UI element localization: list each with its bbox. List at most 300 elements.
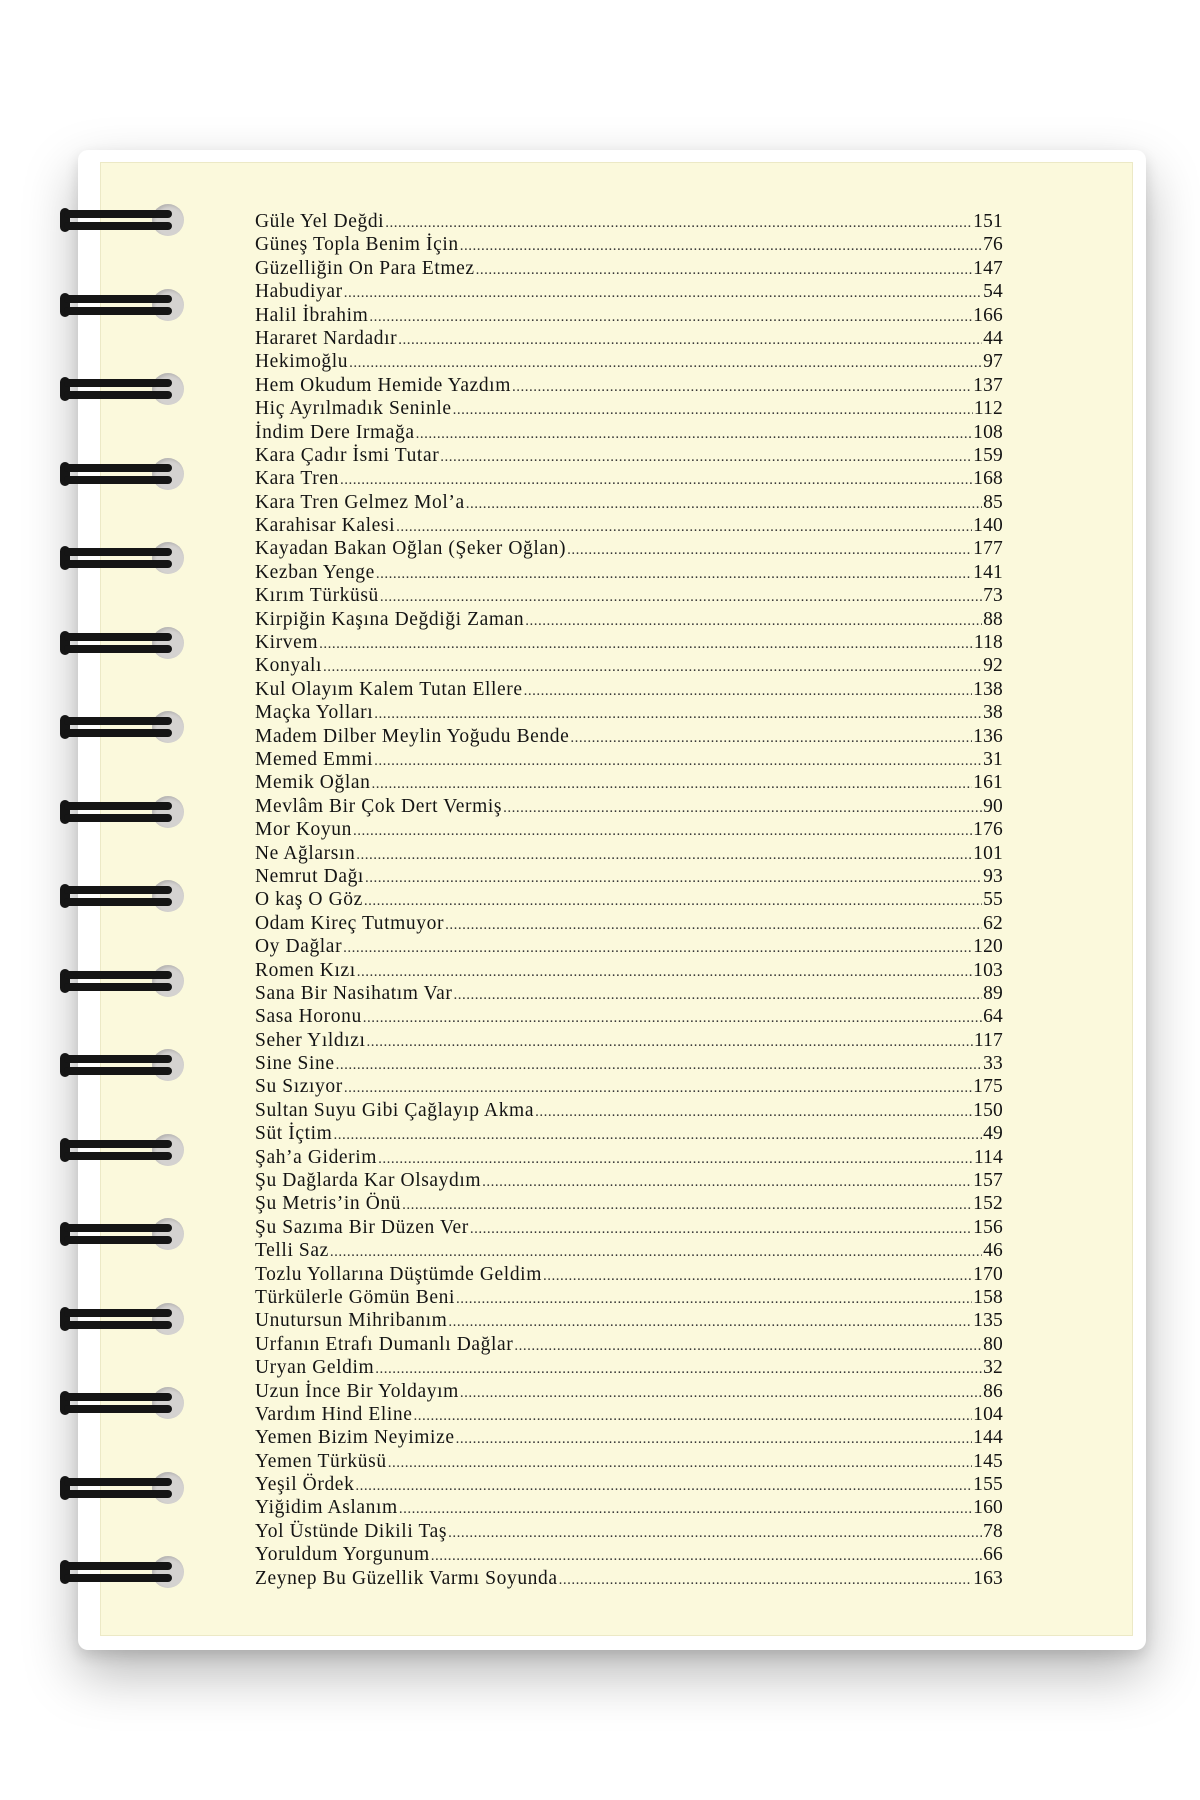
toc-entry-page: 78 (983, 1520, 1003, 1542)
toc-entry (255, 514, 1003, 537)
toc-dot-leader (378, 1148, 973, 1171)
toc-entry (255, 701, 1003, 724)
toc-entry-title: Yoruldum Yorgunum (255, 1544, 430, 1566)
wire-loop (64, 464, 172, 472)
toc-entry-title: Şu Sazıma Bir Düzen Ver (255, 1216, 469, 1238)
toc-dot-leader (374, 750, 982, 773)
toc-entry-title: Hekimoğlu (255, 351, 349, 373)
toc-entry-title: Sine Sine (255, 1053, 335, 1075)
spiral-ring (60, 623, 190, 663)
toc-entry-page: 31 (983, 748, 1003, 770)
spiral-ring (60, 454, 190, 494)
toc-dot-leader (323, 656, 982, 679)
toc-entry-title: Güzelliğin On Para Etmez (255, 257, 475, 279)
toc-entry-page: 97 (983, 351, 1003, 373)
toc-entry-page: 120 (973, 936, 1003, 958)
toc-entry-title: Kırım Türküsü (255, 585, 379, 607)
toc-dot-leader (454, 984, 983, 1007)
toc-entry (255, 912, 1003, 935)
spiral-ring (60, 369, 190, 409)
wire-loop (64, 898, 172, 906)
toc-entry-title: Seher Yıldızı (255, 1029, 366, 1051)
toc-entry-page: 161 (973, 772, 1003, 794)
toc-dot-leader (543, 1265, 972, 1288)
punch-hole (152, 204, 184, 236)
toc-entry (255, 888, 1003, 911)
spiral-ring (60, 1130, 190, 1170)
toc-entry (255, 1426, 1003, 1449)
wire-loop (64, 971, 172, 979)
spiral-ring (60, 538, 190, 578)
toc-entry (255, 1239, 1003, 1262)
toc-entry-title: Oy Dağlar (255, 936, 343, 958)
toc-entry-title: Hiç Ayrılmadık Seninle (255, 398, 452, 420)
toc-dot-leader (367, 1031, 973, 1054)
punch-hole (152, 1472, 184, 1504)
toc-dot-leader (344, 1077, 972, 1100)
toc-entry (255, 374, 1003, 397)
toc-entry-title: Hararet Nardadır (255, 327, 398, 349)
toc-dot-leader (559, 1569, 973, 1592)
toc-dot-leader (364, 890, 982, 913)
toc-dot-leader (369, 306, 972, 329)
toc-entry-page: 150 (973, 1099, 1003, 1121)
toc-entry (255, 280, 1003, 303)
toc-dot-leader (398, 329, 982, 352)
wire-loop (64, 1309, 172, 1317)
wire-loop (64, 1152, 172, 1160)
toc-entry-title: Türkülerle Gömün Beni (255, 1286, 455, 1308)
spiral-ring (60, 200, 190, 240)
toc-entry (255, 421, 1003, 444)
toc-entry-page: 38 (983, 702, 1003, 724)
toc-entry (255, 537, 1003, 560)
toc-dot-leader (363, 1007, 982, 1030)
wire-loop (64, 295, 172, 303)
toc-entry-page: 117 (973, 1029, 1003, 1051)
toc-dot-leader (399, 1498, 972, 1521)
wire-loop (64, 1490, 172, 1498)
wire-loop (64, 548, 172, 556)
toc-dot-leader (330, 1241, 982, 1264)
toc-entry (255, 561, 1003, 584)
spiral-binding (60, 200, 190, 1600)
toc-entry-title: Kara Tren (255, 468, 339, 490)
punch-hole (152, 796, 184, 828)
toc-entry-title: Karahisar Kalesi (255, 515, 396, 537)
toc-entry-page: 89 (983, 982, 1003, 1004)
wire-loop (64, 1393, 172, 1401)
toc-dot-leader (340, 469, 972, 492)
toc-entry (255, 795, 1003, 818)
spiral-ring (60, 876, 190, 916)
toc-dot-leader (336, 1054, 982, 1077)
toc-entry-page: 103 (973, 959, 1003, 981)
toc-entry (255, 1356, 1003, 1379)
toc-dot-leader (570, 727, 972, 750)
toc-entry-page: 141 (973, 561, 1003, 583)
wire-loop (64, 1055, 172, 1063)
wire-loop (64, 560, 172, 568)
toc-entry (255, 654, 1003, 677)
wire-loop (64, 1067, 172, 1075)
toc-entry (255, 233, 1003, 256)
toc-entry-title: Yol Üstünde Dikili Taş (255, 1520, 448, 1542)
punch-hole (152, 880, 184, 912)
toc-entry (255, 1216, 1003, 1239)
wire-loop (64, 1478, 172, 1486)
toc-dot-leader (460, 1382, 982, 1405)
toc-entry-title: Şu Metris’in Önü (255, 1193, 402, 1215)
punch-hole (152, 1134, 184, 1166)
toc-entry (255, 1286, 1003, 1309)
wire-loop (64, 1562, 172, 1570)
toc-entry-title: Nemrut Dağı (255, 865, 364, 887)
wire-loop (64, 1236, 172, 1244)
toc-entry (255, 842, 1003, 865)
toc-entry-page: 64 (983, 1006, 1003, 1028)
toc-entry-title: Sasa Horonu (255, 1006, 362, 1028)
toc-entry-title: Uzun İnce Bir Yoldayım (255, 1380, 459, 1402)
toc-entry (255, 210, 1003, 233)
spiral-ring (60, 1299, 190, 1339)
toc-entry-page: 177 (973, 538, 1003, 560)
toc-dot-leader (524, 680, 973, 703)
toc-entry (255, 865, 1003, 888)
toc-dot-leader (460, 235, 982, 258)
toc-entry-page: 104 (973, 1403, 1003, 1425)
toc-entry-page: 62 (983, 912, 1003, 934)
toc-entry-page: 33 (983, 1053, 1003, 1075)
toc-entry-page: 168 (973, 468, 1003, 490)
toc-entry (255, 935, 1003, 958)
wire-loop (64, 379, 172, 387)
toc-dot-leader (365, 867, 982, 890)
toc-entry (255, 982, 1003, 1005)
toc-entry (255, 1005, 1003, 1028)
toc-entry-title: Memed Emmi (255, 748, 374, 770)
wire-loop (64, 814, 172, 822)
toc-entry-title: Unutursun Mihribanım (255, 1310, 448, 1332)
toc-dot-leader (453, 399, 973, 422)
toc-entry-page: 46 (983, 1240, 1003, 1262)
toc-entry-page: 145 (973, 1450, 1003, 1472)
toc-dot-leader (448, 1522, 982, 1545)
toc-entry (255, 1496, 1003, 1519)
wire-loop (64, 476, 172, 484)
toc-entry-page: 73 (983, 585, 1003, 607)
toc-entry-title: Telli Saz (255, 1240, 329, 1262)
toc-dot-leader (440, 446, 972, 469)
wire-loop (64, 886, 172, 894)
wire-loop (64, 1574, 172, 1582)
toc-entry (255, 304, 1003, 327)
toc-dot-leader (357, 961, 972, 984)
toc-entry-page: 157 (973, 1170, 1003, 1192)
punch-hole (152, 1303, 184, 1335)
toc-entry-title: İndim Dere Irmağa (255, 421, 415, 443)
toc-entry-page: 147 (973, 257, 1003, 279)
toc-entry (255, 608, 1003, 631)
toc-entry-title: Maçka Yolları (255, 702, 374, 724)
toc-entry-page: 90 (983, 795, 1003, 817)
toc-entry (255, 327, 1003, 350)
toc-dot-leader (353, 820, 972, 843)
toc-entry (255, 1075, 1003, 1098)
toc-entry (255, 748, 1003, 771)
toc-dot-leader (376, 563, 972, 586)
toc-entry-page: 151 (973, 211, 1003, 232)
toc-entry-title: Memik Oğlan (255, 772, 371, 794)
punch-hole (152, 965, 184, 997)
toc-entry-page: 159 (973, 444, 1003, 466)
wire-loop (64, 1405, 172, 1413)
toc-entry-title: Yiğidim Aslanım (255, 1497, 398, 1519)
wire-loop (64, 1321, 172, 1329)
spiral-ring (60, 1468, 190, 1508)
toc-entry (255, 1263, 1003, 1286)
toc-entry-page: 163 (973, 1567, 1003, 1589)
wire-loop (64, 1140, 172, 1148)
toc-entry-title: Odam Kireç Tutmuyor (255, 912, 445, 934)
toc-entry-title: Şu Dağlarda Kar Olsaydım (255, 1170, 482, 1192)
toc-dot-leader (396, 516, 972, 539)
toc-entry-title: Halil İbrahim (255, 304, 369, 326)
toc-entry (255, 1473, 1003, 1496)
toc-dot-leader (445, 914, 982, 937)
toc-entry-page: 175 (973, 1076, 1003, 1098)
toc-entry (255, 397, 1003, 420)
toc-entry-title: Süt İçtim (255, 1123, 333, 1145)
toc-dot-leader (535, 1101, 972, 1124)
toc-entry-page: 92 (983, 655, 1003, 677)
toc-entry-page: 85 (983, 491, 1003, 513)
wire-loop (64, 729, 172, 737)
toc-entry (255, 350, 1003, 373)
toc-entry-page: 108 (973, 421, 1003, 443)
toc-dot-leader (448, 1311, 972, 1334)
toc-entry (255, 467, 1003, 490)
toc-entry (255, 818, 1003, 841)
toc-entry (255, 1403, 1003, 1426)
toc-entry-page: 66 (983, 1544, 1003, 1566)
toc-entry-title: Sultan Suyu Gibi Çağlayıp Akma (255, 1099, 535, 1121)
toc-entry-title: Sana Bir Nasihatım Var (255, 982, 453, 1004)
toc-entry-title: Madem Dilber Meylin Yoğudu Bende (255, 725, 570, 747)
toc-entry (255, 491, 1003, 514)
toc-entry (255, 1520, 1003, 1543)
wire-loop (64, 210, 172, 218)
punch-hole (152, 542, 184, 574)
toc-entry (255, 1380, 1003, 1403)
toc-dot-leader (374, 703, 982, 726)
toc-entry-title: Zeynep Bu Güzellik Varmı Soyunda (255, 1567, 558, 1589)
toc-entry-title: Kirpiğin Kaşına Değdiği Zaman (255, 608, 525, 630)
toc-entry-page: 166 (973, 304, 1003, 326)
toc-entry-page: 137 (973, 374, 1003, 396)
toc-dot-leader (355, 1475, 972, 1498)
toc-entry-title: Kara Tren Gelmez Mol’a (255, 491, 465, 513)
toc-dot-leader (375, 1358, 982, 1381)
toc-entry-page: 55 (983, 889, 1003, 911)
toc-entry-page: 152 (973, 1193, 1003, 1215)
punch-hole (152, 458, 184, 490)
toc-entry-title: Ne Ağlarsın (255, 842, 356, 864)
toc-entry-title: Habudiyar (255, 281, 343, 303)
table-of-contents (255, 210, 1003, 1590)
toc-entry (255, 631, 1003, 654)
toc-entry (255, 1333, 1003, 1356)
toc-entry-title: Su Sızıyor (255, 1076, 343, 1098)
wire-loop (64, 633, 172, 641)
toc-entry (255, 1146, 1003, 1169)
toc-dot-leader (476, 259, 973, 282)
spiral-ring (60, 1552, 190, 1592)
toc-entry-page: 156 (973, 1216, 1003, 1238)
toc-entry-title: O kaş O Göz (255, 889, 363, 911)
toc-dot-leader (456, 1428, 973, 1451)
wire-loop (64, 645, 172, 653)
toc-entry-page: 101 (973, 842, 1003, 864)
toc-entry-title: Kara Çadır İsmi Tutar (255, 444, 440, 466)
punch-hole (152, 711, 184, 743)
toc-entry-title: Vardım Hind Eline (255, 1403, 413, 1425)
toc-entry-page: 158 (973, 1286, 1003, 1308)
toc-entry-title: Şah’a Giderim (255, 1146, 378, 1168)
toc-dot-leader (567, 539, 972, 562)
toc-entry (255, 1122, 1003, 1145)
toc-dot-leader (466, 493, 982, 516)
punch-hole (152, 1556, 184, 1588)
toc-entry-title: Tozlu Yollarına Düştümde Geldim (255, 1263, 542, 1285)
toc-entry-page: 170 (973, 1263, 1003, 1285)
toc-entry (255, 1309, 1003, 1332)
toc-entry-title: Mevlâm Bir Çok Dert Vermiş (255, 795, 503, 817)
wire-loop (64, 983, 172, 991)
toc-dot-leader (349, 352, 982, 375)
toc-entry-page: 135 (973, 1310, 1003, 1332)
toc-entry-page: 136 (973, 725, 1003, 747)
toc-dot-leader (512, 376, 972, 399)
toc-entry-title: Güneş Topla Benim İçin (255, 234, 459, 256)
toc-dot-leader (344, 282, 982, 305)
spiral-ring (60, 707, 190, 747)
spiral-ring (60, 1214, 190, 1254)
toc-entry-page: 112 (973, 398, 1003, 420)
wire-loop (64, 391, 172, 399)
spiral-ring (60, 285, 190, 325)
toc-entry-page: 86 (983, 1380, 1003, 1402)
toc-entry (255, 1450, 1003, 1473)
toc-entry-page: 144 (973, 1427, 1003, 1449)
toc-entry-title: Konyalı (255, 655, 323, 677)
spiral-ring (60, 792, 190, 832)
toc-entry-page: 138 (973, 678, 1003, 700)
toc-dot-leader (402, 1194, 972, 1217)
punch-hole (152, 1218, 184, 1250)
toc-entry-page: 76 (983, 234, 1003, 256)
wire-loop (64, 307, 172, 315)
toc-entry-title: Güle Yel Değdi (255, 211, 385, 232)
toc-dot-leader (503, 797, 982, 820)
toc-dot-leader (456, 1288, 972, 1311)
toc-entry (255, 1169, 1003, 1192)
spiral-ring (60, 1045, 190, 1085)
toc-entry-title: Romen Kızı (255, 959, 356, 981)
toc-entry (255, 678, 1003, 701)
toc-entry-title: Kayadan Bakan Oğlan (Şeker Oğlan) (255, 538, 567, 560)
toc-entry (255, 257, 1003, 280)
spiral-ring (60, 1383, 190, 1423)
toc-entry-title: Yemen Bizim Neyimize (255, 1427, 455, 1449)
toc-dot-leader (470, 1218, 972, 1241)
toc-entry-page: 54 (983, 281, 1003, 303)
toc-entry (255, 1029, 1003, 1052)
toc-entry-title: Mor Koyun (255, 819, 352, 841)
toc-entry-title: Kezban Yenge (255, 561, 375, 583)
toc-dot-leader (388, 1452, 972, 1475)
toc-entry-title: Urfanın Etrafı Dumanlı Dağlar (255, 1333, 514, 1355)
toc-dot-leader (431, 1545, 982, 1568)
wire-loop (64, 717, 172, 725)
toc-entry (255, 725, 1003, 748)
toc-dot-leader (371, 773, 972, 796)
toc-entry (255, 959, 1003, 982)
toc-dot-leader (356, 844, 972, 867)
toc-dot-leader (416, 423, 973, 446)
toc-entry (255, 1099, 1003, 1122)
spiral-ring (60, 961, 190, 1001)
toc-dot-leader (343, 937, 972, 960)
wire-loop (64, 222, 172, 230)
punch-hole (152, 1387, 184, 1419)
toc-entry-page: 140 (973, 515, 1003, 537)
toc-entry-page: 93 (983, 865, 1003, 887)
toc-dot-leader (514, 1335, 982, 1358)
toc-dot-leader (380, 586, 982, 609)
toc-dot-leader (385, 212, 972, 235)
toc-entry (255, 444, 1003, 467)
toc-entry (255, 1543, 1003, 1566)
toc-entry-page: 155 (973, 1474, 1003, 1496)
toc-dot-leader (414, 1405, 973, 1428)
toc-entry-title: Hem Okudum Hemide Yazdım (255, 374, 511, 396)
toc-entry-page: 44 (983, 327, 1003, 349)
toc-entry-page: 176 (973, 819, 1003, 841)
toc-entry-title: Uryan Geldim (255, 1357, 375, 1379)
toc-dot-leader (525, 610, 982, 633)
toc-entry-page: 80 (983, 1333, 1003, 1355)
toc-entry-page: 160 (973, 1497, 1003, 1519)
punch-hole (152, 627, 184, 659)
toc-dot-leader (333, 1124, 982, 1147)
toc-entry (255, 1567, 1003, 1590)
toc-entry-page: 32 (983, 1357, 1003, 1379)
toc-entry-page: 88 (983, 608, 1003, 630)
toc-entry (255, 771, 1003, 794)
toc-entry-page: 118 (973, 632, 1003, 654)
toc-entry (255, 1192, 1003, 1215)
wire-loop (64, 1224, 172, 1232)
toc-entry-title: Kul Olayım Kalem Tutan Ellere (255, 678, 523, 700)
punch-hole (152, 373, 184, 405)
toc-entry-title: Kirvem (255, 632, 319, 654)
toc-dot-leader (319, 633, 973, 656)
toc-entry-page: 49 (983, 1123, 1003, 1145)
wire-loop (64, 802, 172, 810)
toc-entry-title: Yemen Türküsü (255, 1450, 387, 1472)
punch-hole (152, 1049, 184, 1081)
